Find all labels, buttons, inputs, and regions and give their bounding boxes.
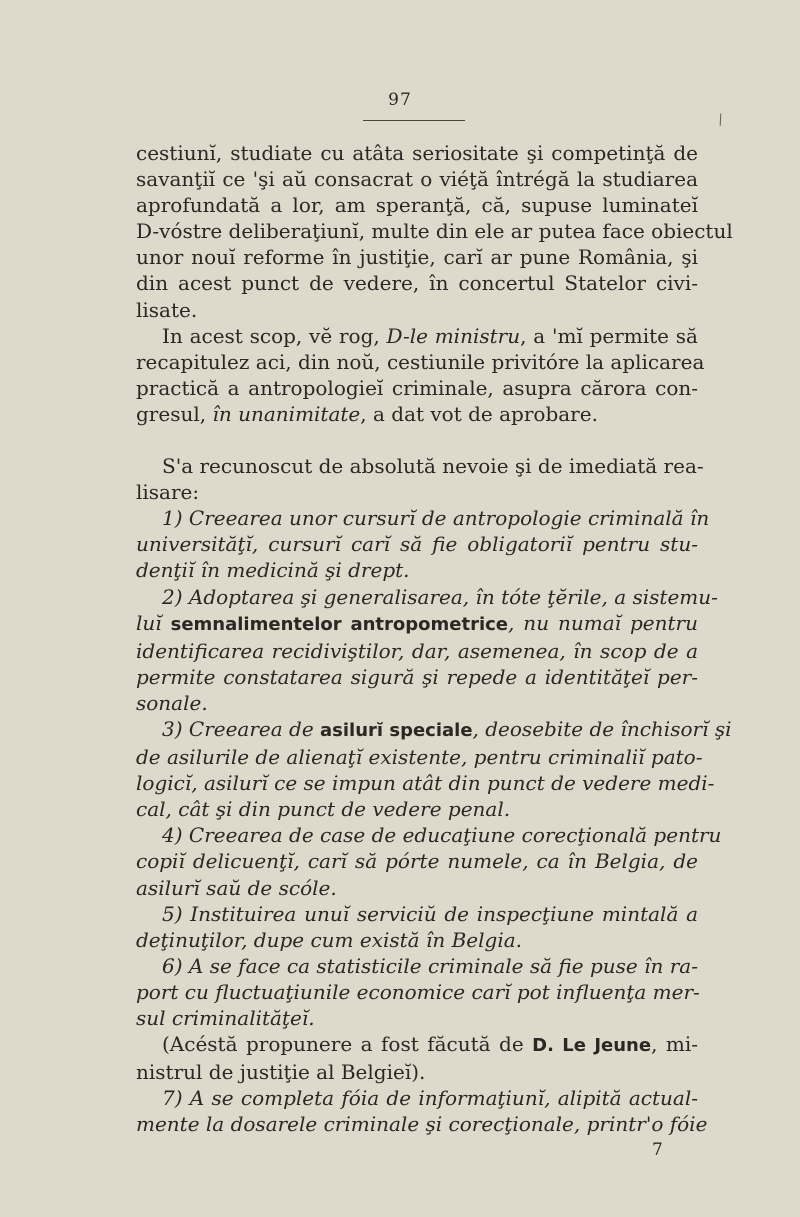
- text-run: D-vóstre deliberaţiunĭ, multe din ele ar putea face obiectul: [136, 219, 733, 244]
- italic-text: identificarea recidiviştilor, dar, asemenea, în scop de a: [136, 638, 698, 663]
- text-line: [136, 453, 704, 479]
- italic-text: 4) Creearea de case de educaţiune corecţională pentru: [162, 823, 722, 848]
- italic-text: port cu fluctuaţiunile economice carĭ pot influenţa mer-: [136, 979, 700, 1004]
- italic-text: 1) Creearea unor cursurĭ de antropologie criminală în: [162, 506, 710, 531]
- text-line: [136, 1005, 698, 1031]
- text-run: , a dat vot de aprobare.: [360, 401, 598, 426]
- text-line: [136, 690, 698, 716]
- bold-term: semnalimentelor antropometrice: [170, 613, 509, 635]
- text-line: [136, 218, 733, 244]
- text-line: [136, 927, 698, 953]
- text-line: [136, 1085, 698, 1111]
- header-rule: [363, 120, 465, 121]
- text-run: , mi-: [651, 1032, 698, 1057]
- text-run: lisare:: [136, 480, 200, 505]
- italic-text: , deosebite de închisorĭ şi: [472, 716, 732, 741]
- text-line: [136, 875, 698, 901]
- text-line: [136, 375, 698, 401]
- italic-text: mente la dosarele criminale şi corecţionale, printr'o fóie: [136, 1112, 708, 1137]
- text-line: [136, 1111, 708, 1137]
- text-run: practică a antropologieĭ criminale, asupra cărora con-: [136, 375, 698, 400]
- bold-term: D. Le Jeune: [532, 1035, 652, 1057]
- italic-text: logicĭ, asilurĭ ce se impun atât din punct de vedere medi-: [136, 771, 715, 796]
- italic-text: 2) Adoptarea şi generalisarea, în tóte ţĕrile, a sistemu-: [162, 584, 718, 609]
- paragraph-gap: [136, 427, 698, 453]
- italic-text: 3) Creearea de: [162, 716, 321, 741]
- text-line: [136, 744, 703, 770]
- text-line: [136, 479, 698, 505]
- text-line: [136, 796, 698, 822]
- italic-text: universităţĭ, cursurĭ carĭ să fie obligatoriĭ pentru stu-: [136, 532, 698, 557]
- text-run: In acest scop, vĕ rog,: [162, 323, 387, 348]
- text-line: [136, 401, 698, 427]
- italic-text: D-le ministru: [386, 323, 521, 348]
- italic-text: asilurĭ saŭ de scóle.: [136, 875, 337, 900]
- text-run: unor nouĭ reforme în justiţie, carĭ ar pune România, şi: [136, 245, 698, 270]
- text-run: savanţiĭ ce 'şi aŭ consacrat o viéţă întrégă la studiarea: [136, 167, 698, 192]
- italic-text: 5) Instituirea unuĭ serviciŭ de inspecţiune mintală a: [162, 901, 698, 926]
- text-run: gresul,: [136, 401, 213, 426]
- italic-text: cal, cât şi din punct de vedere penal.: [136, 797, 511, 822]
- text-run: , a 'mĭ permite să: [520, 323, 698, 348]
- text-run: S'a recunoscut de absolută nevoie şi de imediată rea-: [162, 454, 704, 479]
- text-line: [136, 1031, 698, 1059]
- italic-text: deţinuţilor, dupe cum există în Belgia.: [136, 927, 523, 952]
- italic-text: sonale.: [136, 690, 208, 715]
- text-line: [136, 140, 698, 166]
- italic-text: copiĭ delicuenţĭ, carĭ să pórte numele, ca în Belgia, de: [136, 849, 698, 874]
- text-line: [136, 953, 698, 979]
- text-run: aprofundată a lor, am speranţă, că, supuse luminateĭ: [136, 193, 698, 218]
- text-line: [136, 610, 698, 638]
- text-line: [136, 244, 698, 270]
- italic-text: , nu numaĭ pentru: [508, 610, 698, 635]
- text-line: [136, 557, 698, 583]
- text-run: cestiunĭ, studiate cu atâta seriositate şi competinţă de: [136, 141, 698, 165]
- italic-text: luĭ: [136, 610, 171, 635]
- italic-text: în unanimitate: [212, 401, 361, 426]
- text-run: din acest punct de vedere, în concertul Statelor civi-: [136, 271, 698, 296]
- text-line: [136, 1059, 698, 1085]
- italic-text: 7) A se completa fóia de informaţiunĭ, alipită actual-: [162, 1086, 698, 1111]
- text-line: [136, 531, 698, 557]
- bold-term: asilurĭ speciale: [320, 719, 473, 741]
- text-line: [136, 297, 698, 323]
- italic-text: denţiĭ în medicină şi drept.: [136, 558, 410, 583]
- text-line: [136, 979, 698, 1005]
- text-line: [136, 770, 715, 796]
- text-line: [136, 166, 698, 192]
- body-text: [136, 140, 733, 1137]
- text-run: (Acéstă propunere a fost făcută de: [162, 1032, 533, 1057]
- text-run: lisate.: [136, 297, 198, 322]
- italic-text: de asilurile de alienaţĭ existente, pentru criminaliĭ pato-: [136, 745, 703, 770]
- margin-mark: \: [715, 111, 726, 129]
- italic-text: 6) A se face ca statisticile criminale să fie puse în ra-: [162, 953, 698, 978]
- text-line: [136, 901, 698, 927]
- text-run: recapitulez aci, din noŭ, cestiunile privitóre la aplicarea: [136, 349, 705, 374]
- italic-text: permite constatarea sigură şi repede a identităţeĭ per-: [136, 664, 698, 689]
- signature-mark: 7: [652, 1140, 663, 1160]
- text-run: nistrul de justiţie al Belgieĭ).: [136, 1060, 426, 1085]
- text-line: [136, 638, 698, 664]
- text-line: [136, 584, 718, 610]
- text-line: [136, 822, 722, 848]
- text-line: [136, 349, 705, 375]
- italic-text: sul criminalităţeĭ.: [136, 1006, 315, 1030]
- text-line: [136, 323, 698, 349]
- text-line: [136, 192, 698, 218]
- text-line: [136, 270, 698, 296]
- page-number: 97: [388, 90, 412, 110]
- text-line: [136, 505, 710, 531]
- text-line: [136, 664, 698, 690]
- text-line: [136, 848, 698, 874]
- text-line: [136, 716, 732, 744]
